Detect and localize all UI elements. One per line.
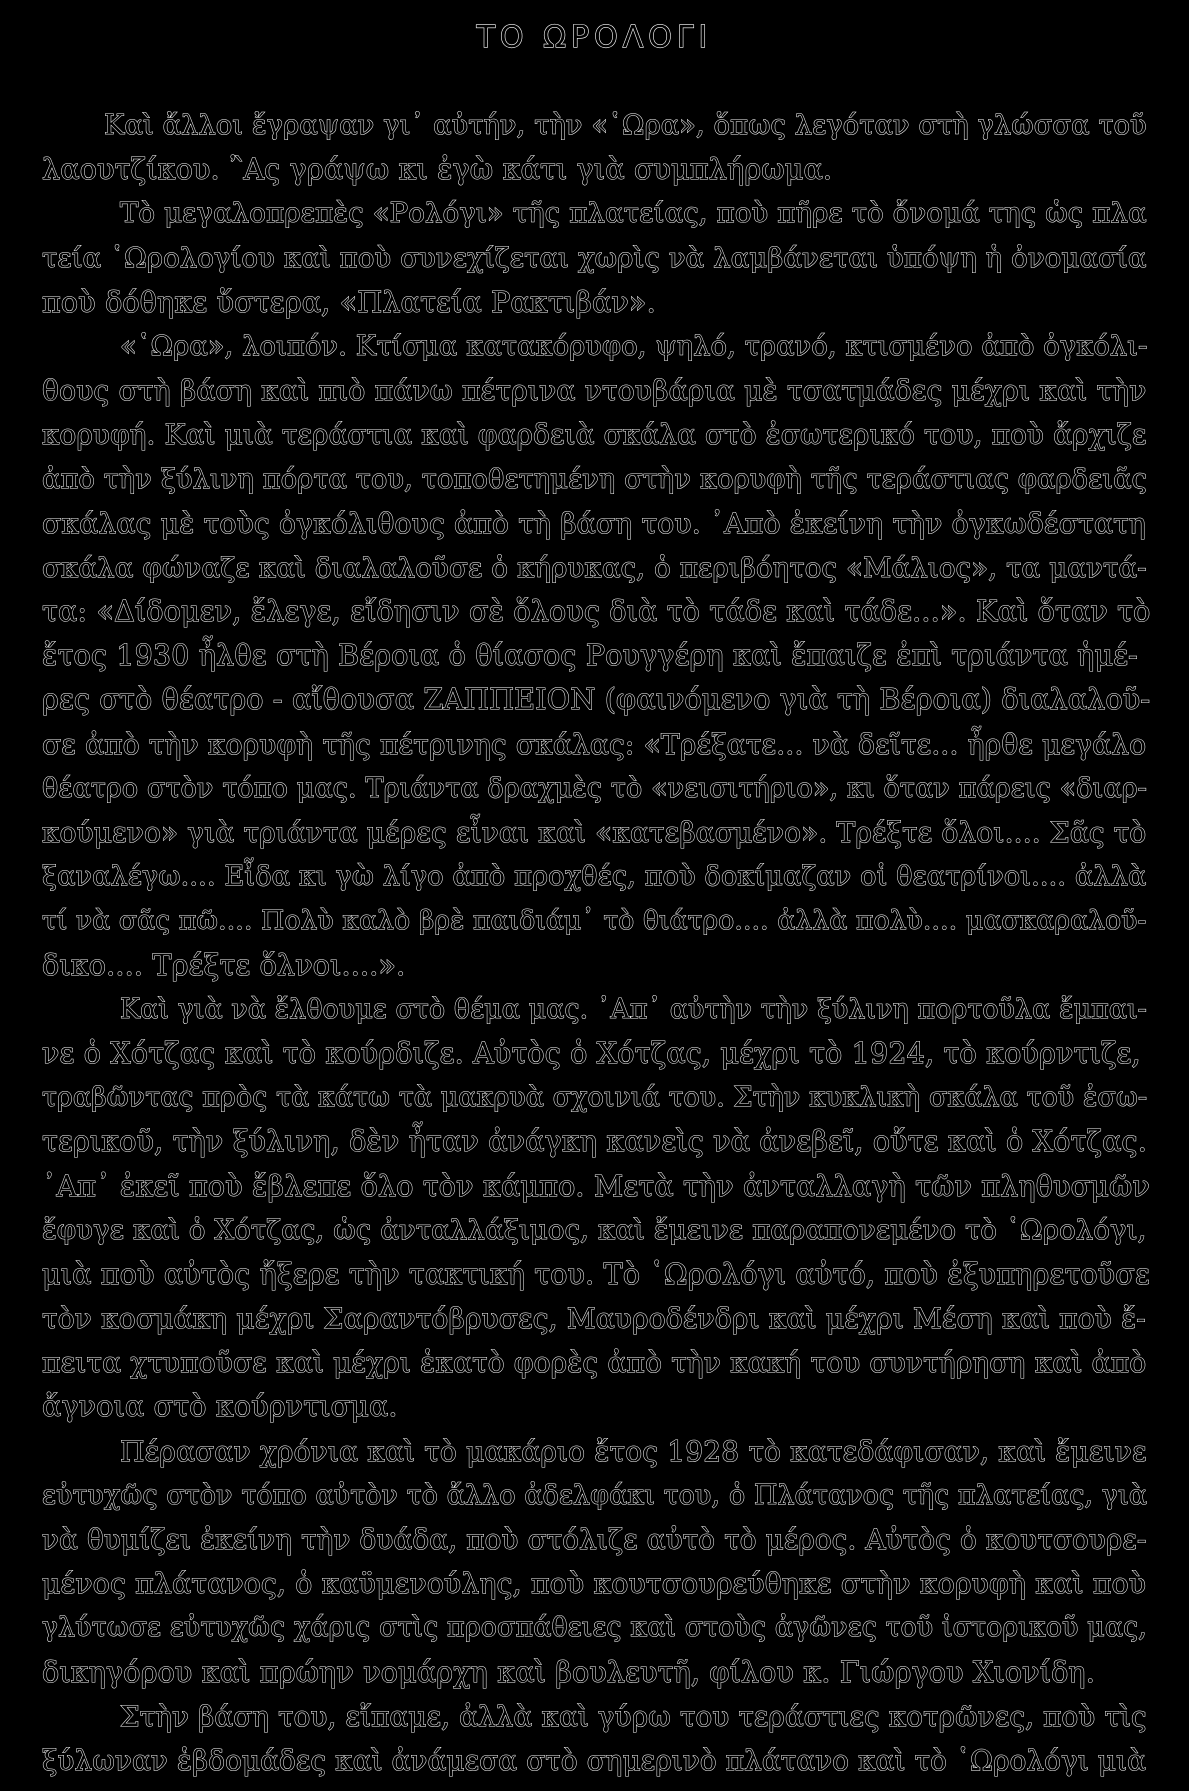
text-line: δικο.... Τρέξτε ὅλνοι....». — [42, 948, 406, 982]
text-line: Καὶ ἄλλοι ἔγραψαν γι᾽ αὐτήν, τὴν «῾Ωρα», ὅπως λεγόταν στὴ γλώσσα τοῦ — [104, 110, 1147, 141]
text-line: Καὶ γιὰ νὰ ἔλθουμε στὸ θέμα μας. ᾽Απ᾽ αὐτὴν τὴν ξύλινη πορτοῦλα ἔμπαι- — [120, 993, 1147, 1025]
text-line: τα: «Δίδομεν, ἔλεγε, εἴδησιν σὲ ὅλους διὰ τὸ τάδε καὶ τάδε...». Καὶ ὅταν τὸ — [42, 595, 1151, 629]
text-line: μιὰ ποὺ αὐτὸς ἤξερε τὴν τακτική του. Τὸ ῾Ωρολόγι αὐτό, ποὺ ἐξυπηρετοῦσε — [42, 1257, 1150, 1291]
text-line: σε ἀπὸ τὴν κορυφὴ τῆς πέτρινης σκάλας: «Τρέξατε... νὰ δεῖτε... ἦρθε μεγάλο — [42, 727, 1147, 761]
text-line: σκάλα φώναζε καὶ διαλαλοῦσε ὁ κήρυκας, ὁ περιβόητος «Μάλιος», τα μαντά- — [42, 551, 1147, 584]
text-line: κούμενο» γιὰ τριάντα μέρες εἶναι καὶ «κατεβασμένο». Τρέξτε ὅλοι.... Σᾶς τὸ — [42, 816, 1147, 849]
text-line: θέατρο στὸν τόπο μας. Τριάντα δραχμὲς τὸ «νεισιτήριο», κι ὅταν πάρεις «διαρ- — [42, 772, 1148, 804]
text-line: ξύλωναν ἑβδομάδες καὶ ἀνάμεσα στὸ σημερινὸ πλάτανο καὶ τὸ ῾Ωρολόγι μιὰ — [42, 1743, 1147, 1777]
text-line: μένος πλάτανος, ὁ καϋμενούλης, ποὺ κουτσουρεύθηκε στὴν κορυφὴ καὶ ποὺ — [42, 1567, 1147, 1601]
text-line: τὸν κοσμάκη μέχρι Σαραντόβρυσες, Μαυροδένδρι καὶ μέχρι Μέση καὶ ποὺ ἔ- — [42, 1302, 1146, 1336]
text-line: ἄγνοια στὸ κούρντισμα. — [42, 1390, 398, 1424]
text-line: Στὴν βάση του, εἴπαμε, ἀλλὰ καὶ γύρω του τεράστιες κοτρῶνες, ποὺ τὶς — [120, 1699, 1147, 1733]
text-line: «῾Ωρα», λοιπόν. Κτίσμα κατακόρυφο, ψηλό, τρανό, κτισμένο ἀπὸ ὀγκόλι- — [120, 330, 1148, 362]
text-line: νε ὁ Χότζας καὶ τὸ κούρδιζε. Αὐτὸς ὁ Χότζας, μέχρι τὸ 1924, τὸ κούρντιζε, — [42, 1036, 1141, 1070]
text-line: ἀπὸ τὴν ξύλινη πόρτα του, τοποθετημένη στὴν κορυφὴ τῆς τεράστιας φαρδειᾶς — [42, 463, 1148, 495]
article-body — [42, 104, 1152, 1783]
text-line: τερικοῦ, τὴν ξύλινη, δὲν ἦταν ἀνάγκη κανεὶς νὰ ἀνεβεῖ, οὔτε καὶ ὁ Χότζας. — [42, 1125, 1147, 1159]
text-line: τί νὰ σᾶς πῶ.... Πολὺ καλὸ βρὲ παιδιάμ᾽ τὸ θιάτρο.... ἀλλὰ πολὺ.... μασκαραλοῦ- — [42, 905, 1147, 937]
text-line: ᾽Απ᾽ ἐκεῖ ποὺ ἔβλεπε ὅλο τὸν κάμπο. Μετὰ τὴν ἀνταλλαγὴ τῶν πληθυσμῶν — [42, 1169, 1150, 1203]
text-line: Τὸ μεγαλοπρεπὲς «Ρολόγι» τῆς πλατείας, ποὺ πῆρε τὸ ὄνομά της ὡς πλα — [120, 198, 1147, 230]
text-line: πειτα χτυποῦσε καὶ μέχρι ἑκατὸ φορὲς ἀπὸ τὴν κακή του συντήρηση καὶ ἀπὸ — [42, 1346, 1147, 1380]
text-line: ποὺ δόθηκε ὕστερα, «Πλατεία Ρακτιβάν». — [42, 285, 656, 319]
text-line: ἔφυγε καὶ ὁ Χότζας, ὡς ἀνταλλάξιμος, καὶ ἔμεινε παραπονεμένο τὸ ῾Ωρολόγι, — [42, 1214, 1147, 1246]
text-line: θους στὴ βάση καὶ πιὸ πάνω πέτρινα ντουβάρια μὲ τσατμάδες μέχρι καὶ τὴν — [42, 374, 1147, 408]
text-line: γλύτωσε εὐτυχῶς χάρις στὶς προσπάθειες καὶ στοὺς ἀγῶνες τοῦ ἱστορικοῦ μας, — [42, 1612, 1147, 1644]
page-title: ΤΟ ΩΡΟΛΟΓΙ — [476, 20, 713, 55]
text-line: ρες στὸ θέατρο - αἴθουσα ΖΑΠΠΕΙΟΝ (φαινόμενο γιὰ τὴ Βέροια) διαλαλοῦ- — [42, 683, 1151, 717]
text-line: σκάλας μὲ τοὺς ὀγκόλιθους ἀπὸ τὴ βάση του. ᾽Απὸ ἐκείνη τὴν ὀγκωδέστατη — [42, 506, 1146, 540]
text-line: κορυφή. Καὶ μιὰ τεράστια καὶ φαρδειὰ σκάλα στὸ ἐσωτερικό του, ποὺ ἄρχιζε — [42, 418, 1147, 452]
text-line: τεία ῾Ωρολογίου καὶ ποὺ συνεχίζεται χωρὶς νὰ λαμβάνεται ὑπόψη ἡ ὀνομασία — [42, 242, 1147, 274]
text-line: δικηγόρου καὶ πρώην νομάρχη καὶ βουλευτῆ, φίλου κ. Γιώργου Χιονίδη. — [42, 1655, 1095, 1689]
text-line: νὰ θυμίζει ἐκείνη τὴν δυάδα, ποὺ στόλιζε αὐτὸ τὸ μέρος. Αὐτὸς ὁ κουτσουρε- — [42, 1523, 1147, 1556]
text-line: λαουτζίκου. ῍Ας γράψω κι ἐγὼ κάτι γιὰ συμπλήρωμα. — [42, 153, 833, 187]
text-line: εὐτυχῶς στὸν τόπο αὐτὸν τὸ ἄλλο ἀδελφάκι του, ὁ Πλάτανος τῆς πλατείας, γιὰ — [42, 1479, 1148, 1511]
text-line: Πέρασαν χρόνια καὶ τὸ μακάριο ἔτος 1928 τὸ κατεδάφισαν, καὶ ἔμεινε — [120, 1434, 1147, 1468]
text-line: ξαναλέγω.... Εἶδα κι γὼ λίγο ἀπὸ προχθές, ποὺ δοκίμαζαν οἱ θεατρίνοι.... ἀλλὰ — [42, 861, 1147, 893]
text-line: τραβῶντας πρὸς τὰ κάτω τὰ μακρυὰ σχοινιά του. Στὴν κυκλικὴ σκάλα τοῦ ἐσω- — [42, 1082, 1148, 1114]
text-line: ἔτος 1930 ἦλθε στὴ Βέροια ὁ θίασος Ρουγγέρη καὶ ἔπαιζε ἐπὶ τριάντα ἡμέ- — [42, 639, 1139, 673]
